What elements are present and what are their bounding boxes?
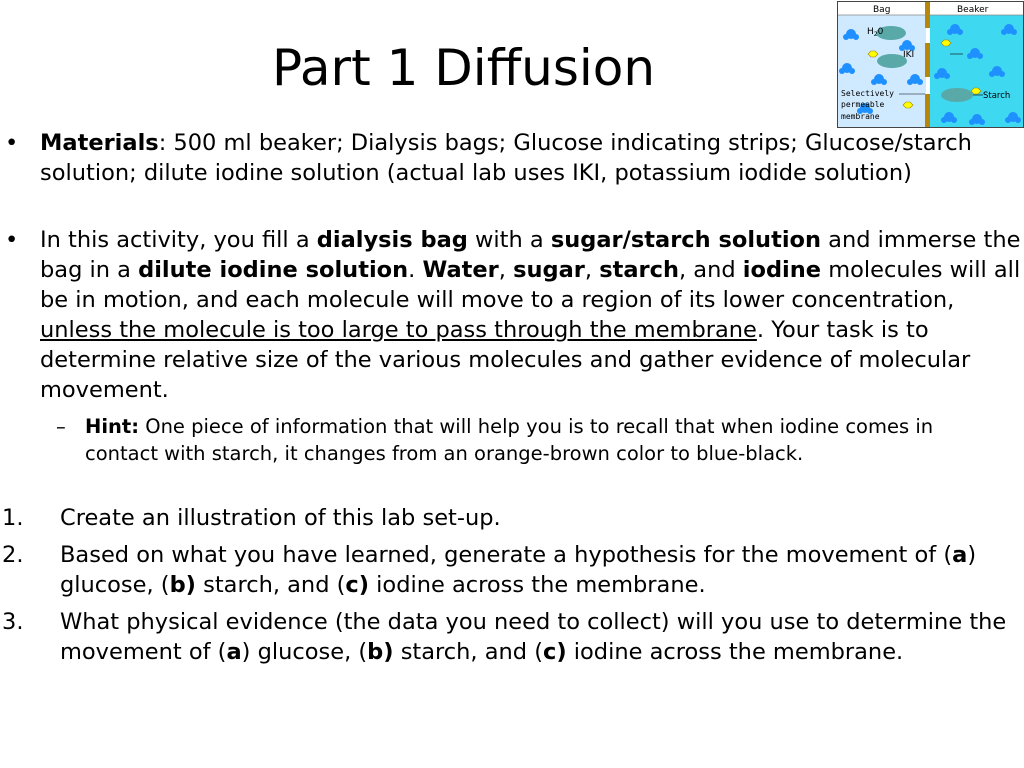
item-number: 2.	[2, 542, 24, 568]
materials-label: Materials	[40, 130, 159, 156]
part-a: a	[226, 639, 242, 665]
item-number: 1.	[2, 505, 24, 531]
item-text: starch, and (	[393, 639, 543, 665]
activity-text: ,	[584, 257, 600, 283]
activity-text: and immerse the bag in a	[40, 227, 1021, 283]
membrane-segment	[925, 94, 930, 127]
part-c: c)	[543, 639, 567, 665]
activity-text: In this activity, you fill a	[40, 227, 317, 253]
part-c: c)	[345, 572, 370, 598]
iki-label: IKI	[903, 50, 915, 60]
term-sugar: sugar	[513, 257, 585, 283]
membrane-segment	[925, 2, 930, 28]
underlined-phrase: unless the molecule is too large to pass through the membrane	[40, 317, 757, 343]
item-text: What physical evidence (the data you need to collect) will you use to determine the movement of (	[60, 609, 1007, 665]
slide-title: Part 1 Diffusion	[272, 39, 656, 97]
item-text: Based on what you have learned, generate a hypothesis for the movement of (	[60, 542, 953, 568]
activity-text: with a	[467, 227, 551, 253]
bullet-materials	[5, 128, 1024, 188]
item-text: Create an illustration of this lab set-up.	[60, 505, 501, 531]
activity-text: . Your task is to determine relative size of the various molecules and gather evidence of molecular movement.	[40, 317, 971, 403]
item-text: ) glucose, (	[241, 639, 368, 665]
part-a: a	[952, 542, 968, 568]
hint-label: Hint:	[85, 415, 140, 438]
membrane-label-line-3: membrane	[841, 112, 880, 121]
term-sugar-starch-solution: sugar/starch solution	[550, 227, 822, 253]
part-b: b)	[169, 572, 196, 598]
term-starch: starch	[599, 257, 679, 283]
term-water: Water	[422, 257, 499, 283]
diffusion-diagram	[837, 1, 1024, 128]
starch-label: Starch	[983, 91, 1011, 101]
term-dilute-iodine-solution: dilute iodine solution	[138, 257, 409, 283]
bullet-marker: •	[5, 227, 19, 253]
materials-text: : 500 ml beaker; Dialysis bags; Glucose indicating strips; Glucose/starch solution; dilute iodine solution (actual lab uses IKI, potassium iodide solution)	[40, 130, 972, 186]
hint-text: One piece of information that will help you is to recall that when iodine comes in contact with starch, it changes from an orange-brown color to blue-black.	[85, 415, 934, 465]
activity-text: ,	[498, 257, 514, 283]
beaker-label: Beaker	[957, 5, 989, 15]
term-dialysis-bag: dialysis bag	[316, 227, 468, 253]
part-b: b)	[367, 639, 394, 665]
item-text: starch, and (	[195, 572, 346, 598]
membrane-label-line-2: permeable	[841, 100, 885, 109]
bag-label: Bag	[873, 5, 891, 15]
numbered-item-2	[2, 540, 1020, 600]
item-text: iodine across the membrane.	[369, 572, 706, 598]
activity-text: molecules will all be in motion, and each molecule will move to a region of its lower concentration,	[40, 257, 1021, 313]
membrane-label-line-1: Selectively	[841, 89, 894, 98]
item-number: 3.	[2, 609, 24, 635]
bullet-marker: •	[5, 130, 19, 156]
term-iodine: iodine	[742, 257, 822, 283]
beaker-region	[930, 2, 1023, 127]
membrane-segment	[925, 43, 930, 77]
item-text: iodine across the membrane.	[566, 639, 904, 665]
numbered-item-1	[2, 503, 1020, 533]
activity-text: , and	[678, 257, 743, 283]
dash-marker: –	[56, 415, 66, 438]
water-label: $H_20$	[867, 27, 884, 38]
bullet-hint	[56, 413, 990, 467]
item-text: ) glucose, (	[60, 542, 977, 598]
numbered-item-3	[2, 607, 1020, 667]
activity-text: .	[408, 257, 423, 283]
header-bar	[838, 2, 1023, 15]
bullet-activity	[5, 225, 1024, 405]
